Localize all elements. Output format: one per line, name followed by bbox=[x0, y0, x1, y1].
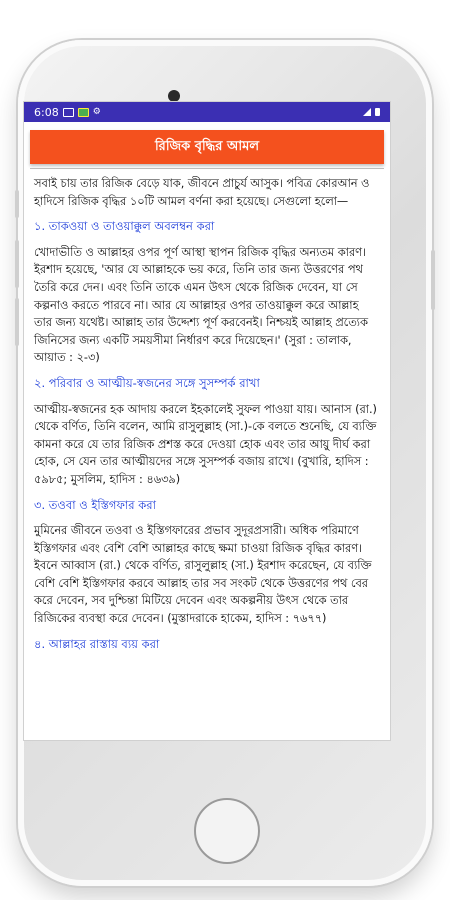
app-screen bbox=[24, 102, 390, 740]
volume-down-button bbox=[15, 298, 19, 346]
section-body-1: খোদাভীতি ও আল্লাহর ওপর পূর্ণ আস্থা স্থাপন রিজিক বৃদ্ধির অন্যতম কারণ। ইরশাদ হয়েছে, 'আর যে আল্লাহকে ভয় করে, তিনি তার জন্য উত্তরণের পথ তৈরি করে দেন। এবং তিনি তাকে এমন উৎস থেকে রিজিক দেবেন, যা সে কল্পনাও করতে পারবে না। আর যে আল্লাহর ওপর তাওয়াক্কুল করে আল্লাহ তার জন্য যথেষ্ট। আল্লাহ তার উদ্দেশ্য পূর্ণ করবেনই। নিশ্চয়ই আল্লাহ প্রত্যেক জিনিসের জন্য একটি সময়সীমা নির্ধারণ করে দিয়েছেন।' (সুরা : তালাক, আয়াত : ২-৩) bbox=[34, 245, 368, 365]
section-heading-4: ৪. আল্লাহর রাস্তায় ব্যয় করা bbox=[34, 636, 160, 651]
section-heading-1: ১. তাকওয়া ও তাওয়াক্কুল অবলম্বন করা bbox=[34, 219, 215, 234]
article-body bbox=[24, 175, 390, 653]
page-title bbox=[30, 130, 384, 164]
section-body-3: মুমিনের জীবনে তওবা ও ইস্তিগফারের প্রভাব সুদূরপ্রসারী। অধিক পরিমাণে ইস্তিগফার এবং বেশি বেশি আল্লাহর কাছে ক্ষমা চাওয়া রিজিক বৃদ্ধির কারণ। ইবনে আব্বাস (রা.) থেকে বর্ণিত, রাসুলুল্লাহ (সা.) ইরশাদ করেছেন, যে ব্যক্তি বেশি বেশি ইস্তিগফার করবে আল্লাহ তার সব সংকট থেকে উত্তরণের পথ বের করে দেবেন, সব দুশ্চিন্তা মিটিয়ে দেবেন এবং অকল্পনীয় উৎস থেকে তার রিজিকের ব্যবস্থা করে দেবেন। (মুস্তাদরাকে হাকেম, হাদিস : ৭৬৭৭) bbox=[34, 524, 372, 626]
signal-icon bbox=[363, 108, 371, 116]
image-notification-icon bbox=[63, 108, 74, 117]
home-button[interactable] bbox=[194, 798, 260, 864]
section-heading-2: ২. পরিবার ও আত্মীয়-স্বজনের সঙ্গে সুসম্পর্ক রাখা bbox=[34, 375, 260, 390]
app-notification-icon bbox=[78, 108, 89, 117]
volume-up-button bbox=[15, 240, 19, 288]
page-title-text: রিজিক বৃদ্ধির আমল bbox=[154, 138, 260, 154]
settings-gear-icon: ⚙ bbox=[92, 106, 101, 117]
battery-icon bbox=[375, 108, 380, 116]
section-body-2: আত্মীয়-স্বজনের হক আদায় করলে ইহকালেই সুফল পাওয়া যায়। আনাস (রা.) থেকে বর্ণিত, তিনি বলেন, আমি রাসুলুল্লাহ (সা.)-কে বলতে শুনেছি, যে ব্যক্তি কামনা করে যে তার রিজিক প্রশস্ত করে দেওয়া হোক এবং তার আয়ু দীর্ঘ করা হোক, সে যেন তার আত্মীয়দের সঙ্গে সুসম্পর্ক বজায় রাখে। (বুখারি, হাদিস : ৫৯৮৫; মুসলিম, হাদিস : ৪৬৩৯) bbox=[34, 402, 377, 486]
title-divider bbox=[30, 168, 384, 169]
mute-switch bbox=[15, 190, 19, 218]
status-time: 6:08 bbox=[34, 105, 59, 119]
power-button bbox=[431, 250, 435, 310]
section-heading-3: ৩. তওবা ও ইস্তিগফার করা bbox=[34, 497, 156, 512]
status-bar bbox=[24, 102, 390, 122]
intro-paragraph: সবাই চায় তার রিজিক বেড়ে যাক, জীবনে প্রাচুর্য আসুক। পবিত্র কোরআন ও হাদিসে রিজিক বৃদ্ধির ১০টি আমল বর্ণনা করা হয়েছে। সেগুলো হলো— bbox=[34, 177, 370, 208]
front-camera bbox=[168, 90, 180, 102]
